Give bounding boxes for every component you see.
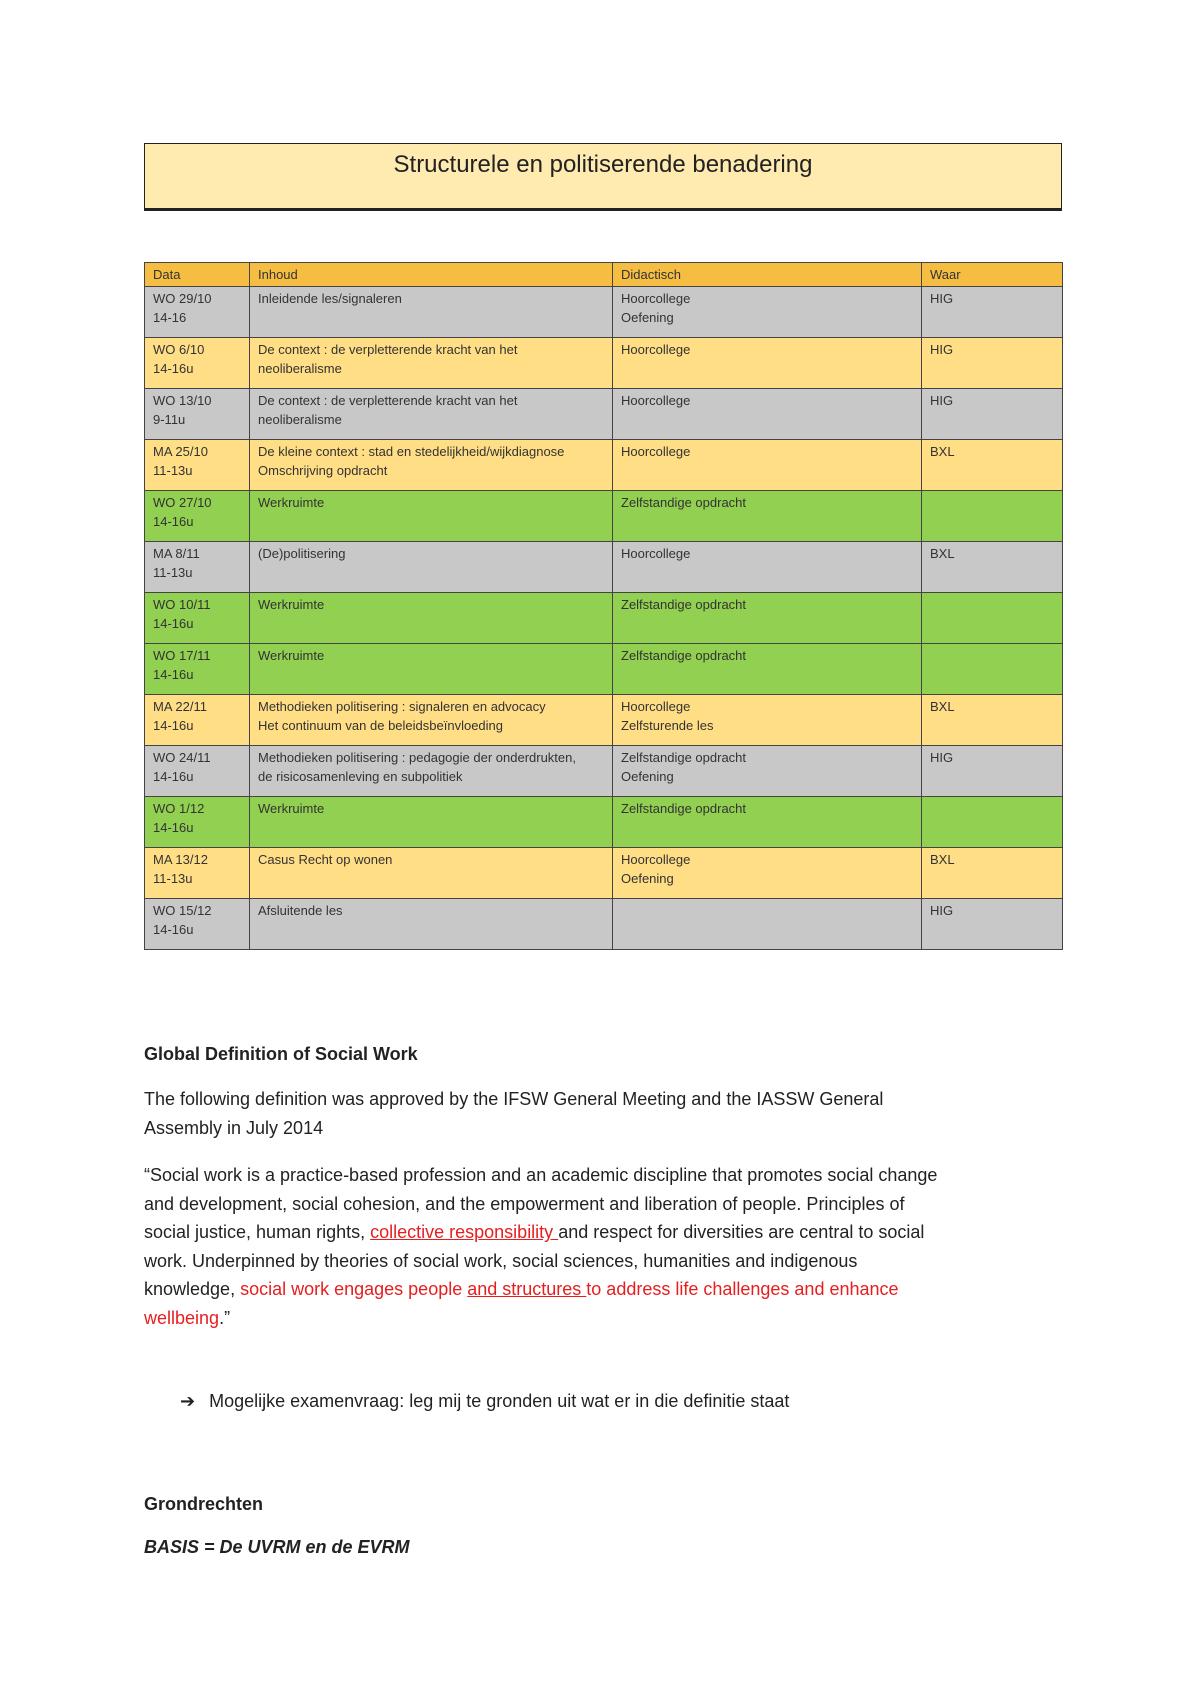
cell-date-line: MA 22/11 xyxy=(153,699,207,714)
cell-content-line: neoliberalisme xyxy=(258,412,342,427)
cell-date-line: 14-16u xyxy=(153,361,194,376)
cell-date-line: 14-16u xyxy=(153,616,194,631)
intro-line: The following definition was approved by the IFSW General Meeting and the IASSW General xyxy=(144,1089,884,1109)
cell-date xyxy=(145,593,250,644)
cell-where: HIG xyxy=(922,287,1063,338)
quote-line: knowledge, social work engages people and structures to address life challenges and enhance xyxy=(144,1279,899,1300)
cell-didactic-line: Hoorcollege xyxy=(621,393,691,408)
cell-content xyxy=(250,695,613,746)
cell-didactic xyxy=(613,338,922,389)
table-row xyxy=(145,440,1063,491)
cell-date-line: 14-16u xyxy=(153,769,194,784)
cell-content-line: De kleine context : stad en stedelijkheid/wijkdiagnose xyxy=(258,444,565,459)
cell-content-line: Werkruimte xyxy=(258,597,325,612)
table-row xyxy=(145,593,1063,644)
cell-didactic xyxy=(613,389,922,440)
cell-where xyxy=(922,491,1063,542)
header-waar: Waar xyxy=(922,263,1063,287)
section-heading-global-definition: Global Definition of Social Work xyxy=(144,1044,418,1064)
cell-content xyxy=(250,848,613,899)
title-box xyxy=(144,143,1062,211)
cell-where: HIG xyxy=(922,389,1063,440)
cell-date-line: 11-13u xyxy=(153,565,193,580)
cell-content xyxy=(250,491,613,542)
cell-date-line: WO 17/11 xyxy=(153,648,211,663)
cell-content-line: Werkruimte xyxy=(258,495,325,510)
table-row xyxy=(145,389,1063,440)
cell-didactic-line: Hoorcollege xyxy=(621,444,691,459)
header-didactisch: Didactisch xyxy=(613,263,922,287)
cell-didactic xyxy=(613,746,922,797)
cell-didactic-line: Zelfstandige opdracht xyxy=(621,495,747,510)
cell-date-line: WO 15/12 xyxy=(153,903,212,918)
cell-date xyxy=(145,491,250,542)
highlight-life-challenges: to address life challenges and enhance xyxy=(586,1279,899,1300)
exam-question-bullet xyxy=(180,1391,789,1412)
highlight-collective-responsibility: collective responsibility xyxy=(370,1222,559,1243)
cell-content xyxy=(250,797,613,848)
quote-line: social justice, human rights, collective responsibility and respect for diversities are central to social xyxy=(144,1222,925,1243)
cell-date-line: 14-16u xyxy=(153,667,194,682)
table-row xyxy=(145,338,1063,389)
cell-didactic-line: Oefening xyxy=(621,871,674,886)
cell-date-line: 14-16u xyxy=(153,922,194,937)
cell-where: BXL xyxy=(922,542,1063,593)
quote-line: “Social work is a practice-based profession and an academic discipline that promotes social change xyxy=(144,1165,938,1185)
cell-date-line: MA 13/12 xyxy=(153,852,208,867)
cell-content-line: De context : de verpletterende kracht van het xyxy=(258,393,518,408)
cell-didactic xyxy=(613,644,922,695)
cell-didactic-line: Hoorcollege xyxy=(621,291,691,306)
cell-where: BXL xyxy=(922,848,1063,899)
quote-line: wellbeing.” xyxy=(144,1307,231,1328)
cell-content xyxy=(250,593,613,644)
schedule-table xyxy=(144,262,1063,950)
arrow-right-icon: ➔ xyxy=(180,1391,196,1411)
cell-content xyxy=(250,542,613,593)
cell-date-line: WO 1/12 xyxy=(153,801,205,816)
table-row xyxy=(145,695,1063,746)
cell-didactic xyxy=(613,899,922,950)
cell-date-line: 14-16 xyxy=(153,310,187,325)
cell-didactic-line: Oefening xyxy=(621,769,674,784)
header-inhoud: Inhoud xyxy=(250,263,613,287)
cell-didactic-line: Hoorcollege xyxy=(621,699,691,714)
intro-line: Assembly in July 2014 xyxy=(144,1117,324,1138)
cell-date-line: 14-16u xyxy=(153,718,194,733)
cell-content-line: Casus Recht op wonen xyxy=(258,852,393,867)
cell-date xyxy=(145,389,250,440)
cell-content-line: neoliberalisme xyxy=(258,361,342,376)
cell-didactic xyxy=(613,848,922,899)
cell-didactic xyxy=(613,287,922,338)
cell-where: HIG xyxy=(922,746,1063,797)
table-row xyxy=(145,746,1063,797)
cell-content xyxy=(250,338,613,389)
cell-didactic-line: Zelfsturende les xyxy=(621,718,714,733)
table-row xyxy=(145,491,1063,542)
cell-didactic-line: Zelfstandige opdracht xyxy=(621,597,747,612)
schedule-body xyxy=(145,287,1063,950)
highlight-engages-people: social work engages people xyxy=(240,1279,468,1300)
section-heading-grondrechten: Grondrechten xyxy=(144,1494,264,1514)
cell-date-line: 14-16u xyxy=(153,514,194,529)
exam-question-text: Mogelijke examenvraag: leg mij te gronden uit wat er in die definitie staat xyxy=(209,1391,790,1411)
intro-paragraph xyxy=(144,1085,1024,1142)
basis-line: BASIS = De UVRM en de EVRM xyxy=(144,1537,410,1557)
definition-quote xyxy=(144,1161,1024,1333)
cell-date-line: WO 29/10 xyxy=(153,291,212,306)
cell-content-line: Werkruimte xyxy=(258,648,325,663)
table-row xyxy=(145,644,1063,695)
cell-content xyxy=(250,746,613,797)
table-row xyxy=(145,848,1063,899)
cell-content xyxy=(250,899,613,950)
cell-where xyxy=(922,797,1063,848)
cell-didactic-line: Hoorcollege xyxy=(621,852,691,867)
table-row xyxy=(145,287,1063,338)
cell-content xyxy=(250,287,613,338)
cell-where: HIG xyxy=(922,899,1063,950)
cell-where xyxy=(922,644,1063,695)
cell-content-line: de risicosamenleving en subpolitiek xyxy=(258,769,463,784)
cell-content-line: Omschrijving opdracht xyxy=(258,463,388,478)
cell-date-line: 9-11u xyxy=(153,412,186,427)
quote-line: and development, social cohesion, and the empowerment and liberation of people. Principles of xyxy=(144,1193,905,1214)
cell-date-line: WO 27/10 xyxy=(153,495,212,510)
cell-where: BXL xyxy=(922,695,1063,746)
cell-date-line: 14-16u xyxy=(153,820,194,835)
cell-content-line: (De)politisering xyxy=(258,546,346,561)
cell-content-line: Het continuum van de beleidsbeïnvloeding xyxy=(258,718,504,733)
cell-date xyxy=(145,848,250,899)
cell-didactic-line: Oefening xyxy=(621,310,674,325)
cell-content-line: Afsluitende les xyxy=(258,903,343,918)
cell-where: HIG xyxy=(922,338,1063,389)
cell-date-line: WO 24/11 xyxy=(153,750,211,765)
cell-content-line: Methodieken politisering : pedagogie der onderdrukten, xyxy=(258,750,576,765)
table-row xyxy=(145,542,1063,593)
cell-content xyxy=(250,644,613,695)
highlight-and-structures: and structures xyxy=(467,1279,587,1300)
cell-didactic-line: Hoorcollege xyxy=(621,546,691,561)
cell-didactic-line: Zelfstandige opdracht xyxy=(621,648,747,663)
cell-date xyxy=(145,338,250,389)
cell-date-line: 11-13u xyxy=(153,463,193,478)
cell-content xyxy=(250,440,613,491)
cell-didactic xyxy=(613,593,922,644)
cell-date-line: WO 6/10 xyxy=(153,342,205,357)
cell-date-line: 11-13u xyxy=(153,871,193,886)
cell-date-line: MA 25/10 xyxy=(153,444,208,459)
cell-date xyxy=(145,746,250,797)
cell-didactic xyxy=(613,491,922,542)
cell-date xyxy=(145,440,250,491)
cell-didactic xyxy=(613,440,922,491)
cell-date-line: WO 10/11 xyxy=(153,597,211,612)
cell-content-line: Methodieken politisering : signaleren en advocacy xyxy=(258,699,546,714)
cell-content xyxy=(250,389,613,440)
cell-didactic xyxy=(613,542,922,593)
cell-date-line: WO 13/10 xyxy=(153,393,212,408)
cell-didactic-line: Zelfstandige opdracht xyxy=(621,801,747,816)
cell-date xyxy=(145,695,250,746)
table-row xyxy=(145,797,1063,848)
table-header-row xyxy=(145,263,1063,287)
cell-date xyxy=(145,797,250,848)
document-title: Structurele en politiserende benadering xyxy=(393,151,813,178)
cell-date xyxy=(145,287,250,338)
cell-didactic-line: Zelfstandige opdracht xyxy=(621,750,747,765)
table-row xyxy=(145,899,1063,950)
quote-line: work. Underpinned by theories of social work, social sciences, humanities and indigenous xyxy=(144,1250,858,1271)
cell-content-line: Werkruimte xyxy=(258,801,325,816)
header-data: Data xyxy=(145,263,250,287)
cell-date xyxy=(145,899,250,950)
cell-didactic xyxy=(613,797,922,848)
cell-didactic-line: Hoorcollege xyxy=(621,342,691,357)
cell-content-line: De context : de verpletterende kracht van het xyxy=(258,342,518,357)
cell-date xyxy=(145,644,250,695)
cell-where xyxy=(922,593,1063,644)
cell-content-line: Inleidende les/signaleren xyxy=(258,291,402,306)
cell-where: BXL xyxy=(922,440,1063,491)
cell-date xyxy=(145,542,250,593)
cell-didactic xyxy=(613,695,922,746)
highlight-wellbeing: wellbeing xyxy=(144,1307,220,1328)
cell-date-line: MA 8/11 xyxy=(153,546,200,561)
